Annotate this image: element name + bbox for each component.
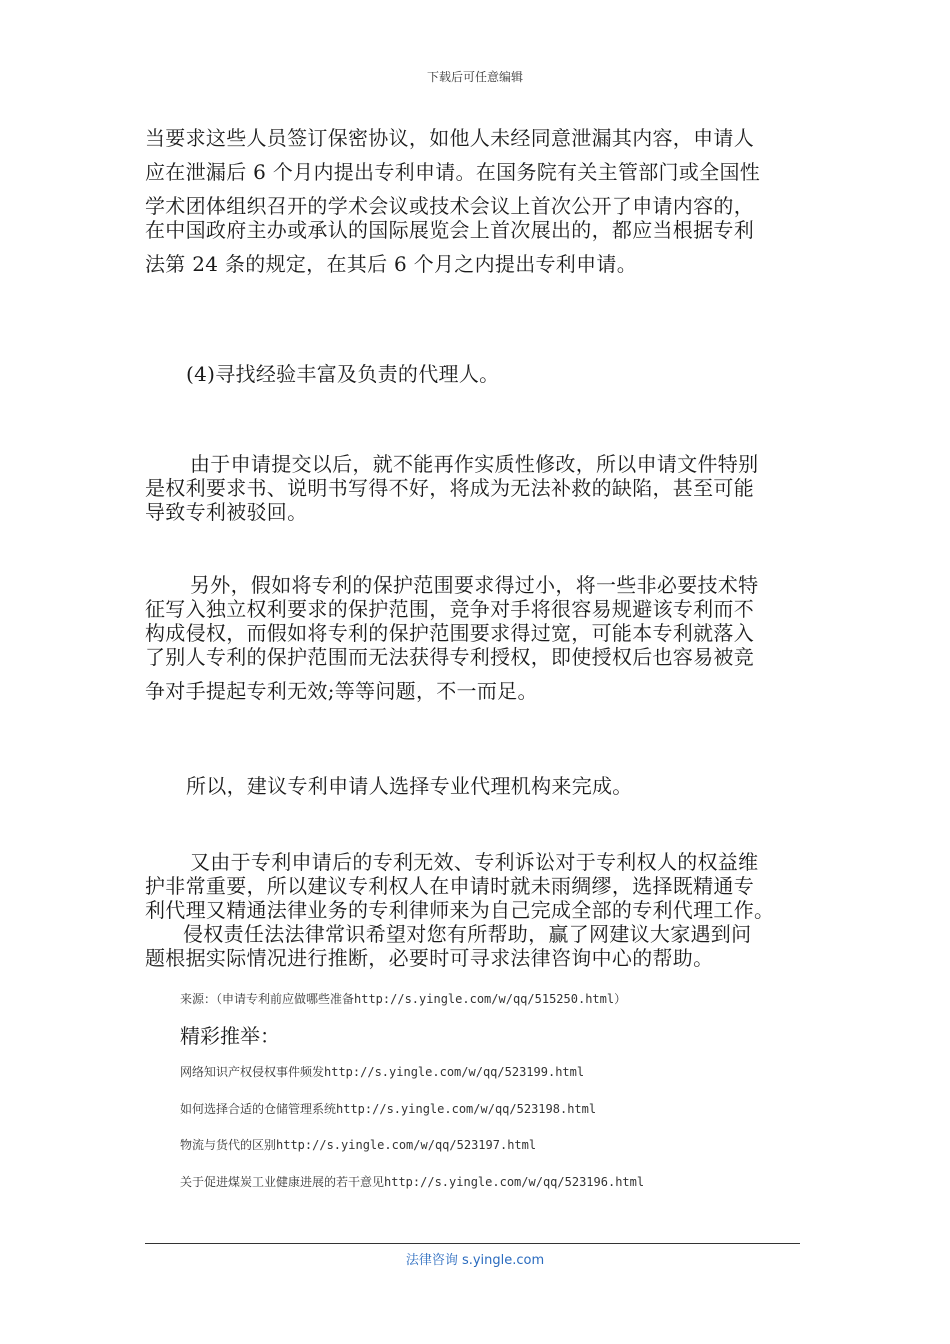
- paragraph-line: 由于申请提交以后，就不能再作实质性修改，所以申请文件特别: [190, 452, 759, 476]
- source-citation: 来源：（申请专利前应做哪些准备http://s.yingle.com/w/qq/515250.html）: [180, 992, 627, 1006]
- footer-link[interactable]: 法律咨询 s.yingle.com: [405, 1253, 545, 1268]
- paragraph-line: 争对手提起专利无效;等等问题，不一而足。: [145, 679, 538, 703]
- paragraph-2: [186, 362, 851, 386]
- recommend-link[interactable]: 网络知识产权侵权事件频发http://s.yingle.com/w/qq/523199.html: [180, 1065, 585, 1079]
- page-header: 下载后可任意编辑: [426, 70, 523, 84]
- paragraph-line: 侵权责任法法律常识希望对您有所帮助，赢了网建议大家遇到问: [183, 922, 752, 946]
- paragraph-line: 是权利要求书、说明书写得不好，将成为无法补救的缺陷，甚至可能: [145, 476, 754, 500]
- paragraph-line: 又由于专利申请后的专利无效、专利诉讼对于专利权人的权益维: [190, 850, 759, 874]
- paragraph-line: 当要求这些人员签订保密协议，如他人未经同意泄漏其内容，申请人: [145, 126, 754, 150]
- recommend-link[interactable]: 如何选择合适的仓储管理系统http://s.yingle.com/w/qq/523198.html: [180, 1102, 597, 1116]
- paragraph-line: 在中国政府主办或承认的国际展览会上首次展出的，都应当根据专利: [145, 218, 754, 242]
- paragraph-line: 题根据实际情况进行推断，必要时可寻求法律咨询中心的帮助。: [145, 946, 714, 970]
- paragraph-line: 学术团体组织召开的学术会议或技术会议上首次公开了申请内容的，: [145, 194, 754, 218]
- paragraph-3: [145, 452, 810, 524]
- paragraph-line: 另外，假如将专利的保护范围要求得过小，将一些非必要技术特: [190, 573, 759, 597]
- paragraph-line: 导致专利被驳回。: [145, 500, 308, 524]
- footer-divider: [145, 1243, 800, 1244]
- paragraph-line: 所以，建议专利申请人选择专业代理机构来完成。: [186, 774, 633, 798]
- paragraph-5: [186, 774, 851, 798]
- paragraph-line: 法第 24 条的规定，在其后 6 个月之内提出专利申请。: [145, 252, 638, 276]
- paragraph-line: (4)寻找经验丰富及负责的代理人。: [186, 362, 500, 386]
- recommend-link[interactable]: 物流与货代的区别http://s.yingle.com/w/qq/523197.html: [180, 1138, 537, 1152]
- paragraph-line: 利代理又精通法律业务的专利律师来为自己完成全部的专利代理工作。: [145, 898, 775, 922]
- paragraph-line: 征写入独立权利要求的保护范围，竞争对手将很容易规避该专利而不: [145, 597, 754, 621]
- paragraph-line: 护非常重要，所以建议专利权人在申请时就未雨绸缪，选择既精通专: [145, 874, 754, 898]
- paragraph-4: [145, 573, 810, 703]
- paragraph-line: 构成侵权，而假如将专利的保护范围要求得过宽，可能本专利就落入: [145, 621, 754, 645]
- paragraph-6: [145, 850, 810, 970]
- paragraph-1: [145, 126, 810, 276]
- recommend-link[interactable]: 关于促进煤炭工业健康进展的若干意见http://s.yingle.com/w/qq/523196.html: [180, 1175, 645, 1189]
- recommend-title: 精彩推举：: [180, 1024, 280, 1048]
- paragraph-line: 应在泄漏后 6 个月内提出专利申请。在国务院有关主管部门或全国性: [145, 160, 761, 184]
- paragraph-line: 了别人专利的保护范围而无法获得专利授权，即使授权后也容易被竞: [145, 645, 754, 669]
